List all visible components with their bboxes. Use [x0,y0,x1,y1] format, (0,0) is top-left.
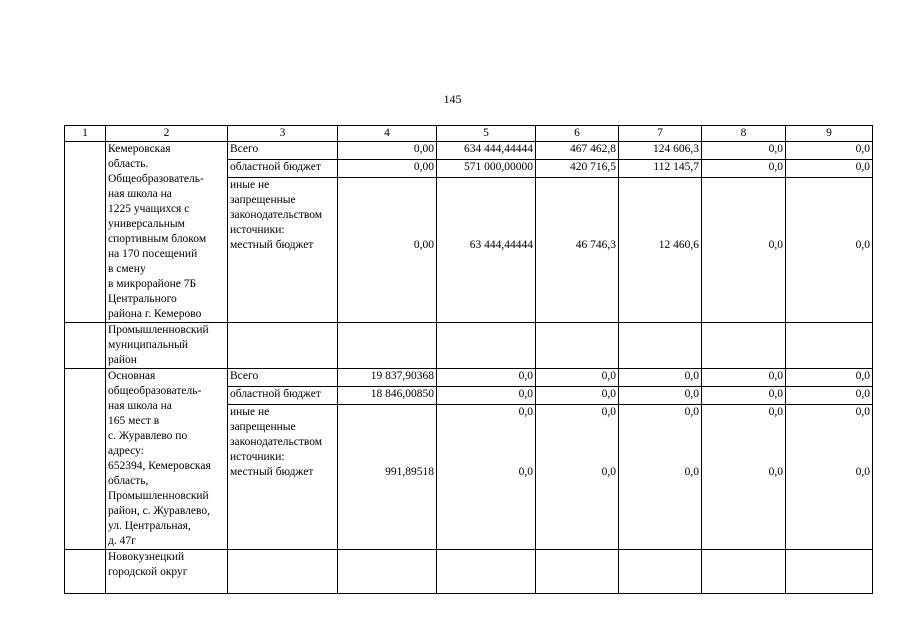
local-value: 0,0 [601,466,616,478]
object-name-line: Основная [108,370,156,382]
section-title-line: район [108,354,137,366]
column-header: 7 [619,126,702,142]
column-header: 3 [228,126,338,142]
index-cell [65,369,106,550]
value-cell: 0,0 [786,387,873,405]
object-name-line: в смену [108,263,146,275]
value-cell: 112 145,7 [619,160,702,178]
object-name-line: ная школа на [108,188,172,200]
empty-cell [786,323,873,369]
column-header: 6 [536,126,619,142]
value-cell [536,178,619,323]
section-title [106,550,228,594]
source-label-line: источники: [230,451,285,463]
value-cell [702,178,786,323]
other-value: 0,0 [601,406,616,418]
source-label-line: местный бюджет [230,466,314,478]
table-row [65,369,873,387]
column-header: 9 [786,126,873,142]
value-cell: 420 716,5 [536,160,619,178]
value-cell: 0,0 [536,387,619,405]
value-cell [536,405,619,550]
other-value: 0,0 [518,406,533,418]
value-cell: 634 444,44444 [437,142,536,160]
section-title-line: муниципальный [108,339,189,351]
object-name-line: район, с. Журавлево, [108,505,210,517]
object-name-line: Промышленновский [108,490,209,502]
empty-cell [437,323,536,369]
section-title-line: Промышленновский [108,324,209,336]
object-name-line: на 170 посещений [108,248,198,260]
empty-cell [338,550,437,594]
object-name-line: Общеобразователь- [108,173,204,185]
value-cell: 0,0 [702,387,786,405]
source-label-line: местный бюджет [230,239,314,251]
source-label-line: иные не [230,179,270,191]
source-label: Всего [228,369,338,387]
value-cell: 19 837,90368 [338,369,437,387]
local-value: 46 746,3 [575,239,616,251]
value-cell [437,405,536,550]
local-value: 0,0 [518,466,533,478]
value-cell: 0,0 [786,142,873,160]
empty-cell [619,550,702,594]
value-cell: 18 846,00850 [338,387,437,405]
local-value: 0,00 [413,239,434,251]
section-row [65,323,873,369]
source-label-line: законодательством [230,209,323,221]
object-name-line: с. Журавлево по [108,430,188,442]
value-cell [619,178,702,323]
object-name-cell [106,369,228,550]
empty-cell [536,323,619,369]
page-number: 145 [443,92,462,106]
value-cell [786,178,873,323]
object-name-line: в микрорайоне 7Б [108,278,197,290]
source-label: Всего [228,142,338,160]
object-name-line: Центрального [108,293,177,305]
value-cell: 467 462,8 [536,142,619,160]
object-name-line: Кемеровская [108,143,171,155]
empty-cell [338,323,437,369]
value-cell: 0,0 [702,142,786,160]
column-number-row [65,126,873,142]
section-title-line: городской округ [108,566,188,578]
object-name-line: адресу: [108,445,144,457]
object-name-cell [106,142,228,323]
local-value: 0,0 [855,466,870,478]
empty-cell [437,550,536,594]
local-value: 0,0 [768,466,783,478]
object-name-line: универсальным [108,218,185,230]
index-cell [65,323,106,369]
object-name-line: д. 47г [108,535,136,547]
value-cell: 0,00 [338,142,437,160]
other-value: 0,0 [684,406,699,418]
value-cell: 0,0 [786,369,873,387]
value-cell: 0,0 [786,160,873,178]
column-header: 8 [702,126,786,142]
value-cell: 0,0 [702,369,786,387]
empty-cell [536,550,619,594]
value-cell [786,405,873,550]
object-name-line: 165 мест в [108,415,160,427]
value-cell [437,178,536,323]
source-label [228,405,338,550]
local-value: 63 444,44444 [469,239,533,251]
empty-cell [702,323,786,369]
object-name-line: ная школа на [108,400,172,412]
empty-cell [228,550,338,594]
empty-cell [786,550,873,594]
value-cell [702,405,786,550]
value-cell [619,405,702,550]
value-cell: 0,0 [702,160,786,178]
value-cell: 0,0 [536,369,619,387]
object-name-line: область. [108,158,149,170]
value-cell: 571 000,00000 [437,160,536,178]
object-name-line: 1225 учащихся с [108,203,190,215]
index-cell [65,550,106,594]
other-value [340,405,434,420]
local-value: 0,0 [855,239,870,251]
value-cell: 0,0 [619,387,702,405]
table-row [65,142,873,160]
column-header: 4 [338,126,437,142]
local-value: 12 460,6 [658,239,699,251]
section-title [106,323,228,369]
section-row [65,550,873,594]
other-value: 0,0 [768,406,783,418]
object-name-line: спортивным блоком [108,233,207,245]
value-cell: 0,0 [437,369,536,387]
local-value: 0,0 [684,466,699,478]
budget-table [64,125,873,594]
source-label-line: запрещенные [230,194,296,206]
source-label [228,178,338,323]
value-cell: 0,00 [338,160,437,178]
source-label: областной бюджет [228,387,338,405]
empty-cell [619,323,702,369]
local-value: 991,89518 [385,466,434,478]
value-cell: 0,0 [437,387,536,405]
object-name-line: 652394, Кемеровская [108,460,211,472]
value-cell [338,178,437,323]
object-name-line: общеобразователь- [108,385,202,397]
index-cell [65,142,106,323]
object-name-line: ул. Центральная, [108,520,191,532]
local-value: 0,0 [768,239,783,251]
column-header: 1 [65,126,106,142]
value-cell: 124 606,3 [619,142,702,160]
source-label: областной бюджет [228,160,338,178]
section-title-line: Новокузнецкий [108,551,185,563]
column-header: 2 [106,126,228,142]
column-header: 5 [437,126,536,142]
other-value: 0,0 [855,406,870,418]
source-label-line: иные не [230,406,270,418]
empty-cell [228,323,338,369]
source-label-line: источники: [230,224,285,236]
value-cell [338,405,437,550]
source-label-line: законодательством [230,436,323,448]
object-name-line: района г. Кемерово [108,308,202,320]
object-name-line: область, [108,475,149,487]
source-label-line: запрещенные [230,421,296,433]
value-cell: 0,0 [619,369,702,387]
empty-cell [702,550,786,594]
